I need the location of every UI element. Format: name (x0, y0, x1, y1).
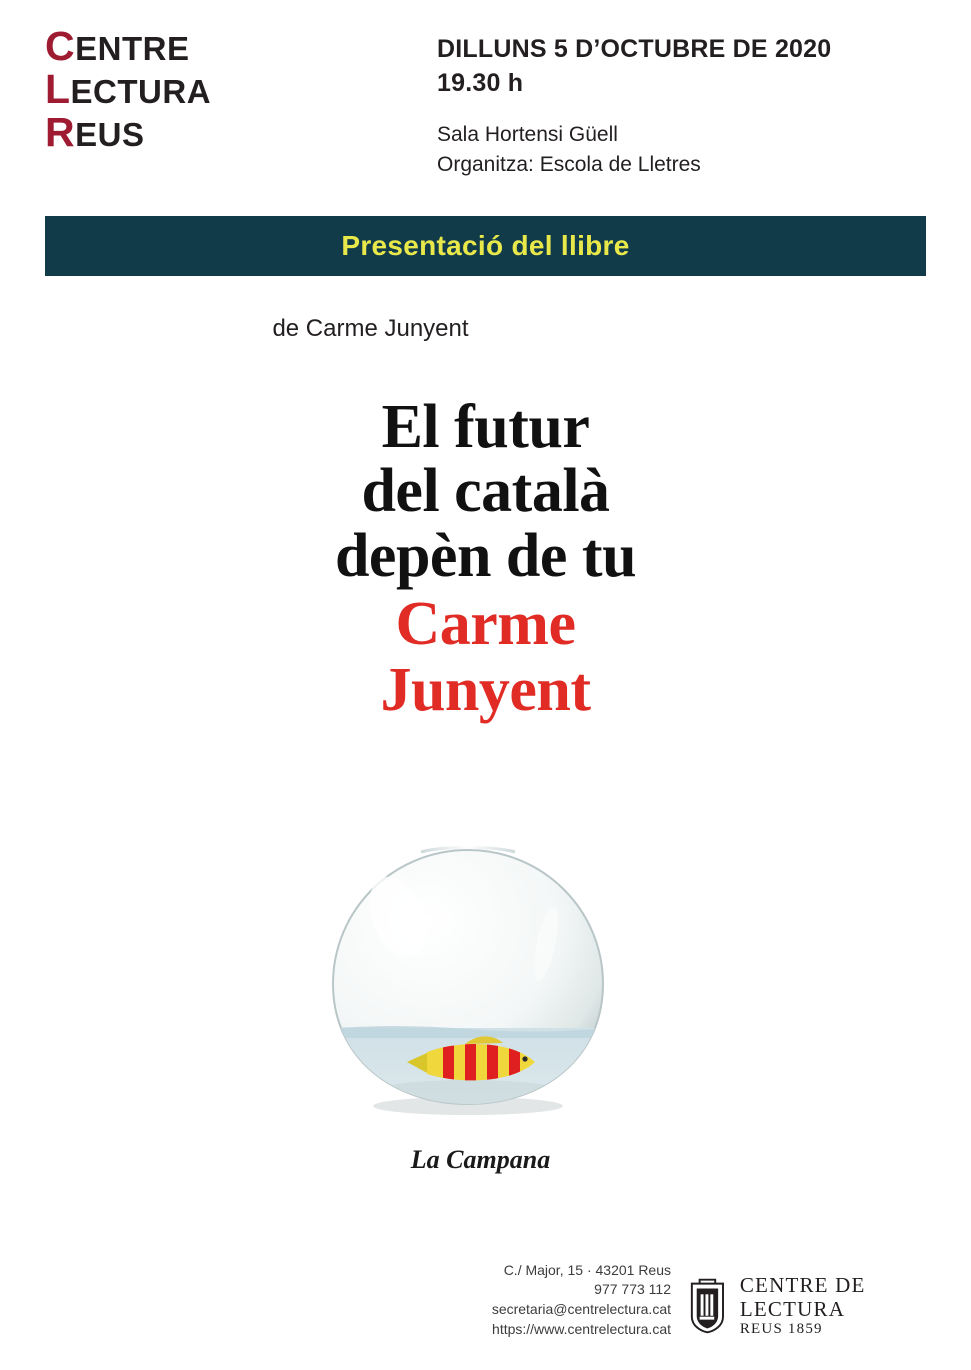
book-author-line-1: Carme (395, 590, 576, 659)
poster-header (0, 0, 971, 210)
footer-contact-block (492, 1261, 671, 1341)
book-title-line-2: del català (361, 457, 610, 526)
event-date: DILLUNS 5 D’OCTUBRE DE 2020 (437, 35, 832, 63)
footer-phone: 977 773 112 (594, 1281, 671, 1298)
poster-footer (0, 1257, 971, 1352)
book-author (0, 592, 971, 723)
footer-website[interactable]: https://www.centrelectura.cat (492, 1321, 671, 1338)
book-title (0, 395, 971, 588)
book-title-line-1: El futur (381, 393, 590, 461)
centre-lectura-logo (45, 23, 212, 157)
event-venue-block (437, 120, 701, 181)
book-title-line-3: depèn de tu (334, 521, 637, 590)
event-time: 19.30 h (437, 68, 524, 97)
logo-word-centre: ENTRE (75, 30, 190, 67)
footer-logo-line-1: CENTRE DE LECTURA (739, 1273, 866, 1321)
logo-line-lectura (45, 66, 212, 112)
publisher-name-row (0, 1145, 971, 1175)
book-cover-text (0, 395, 971, 724)
footer-institution-logo (686, 1274, 971, 1338)
footer-logo-text (740, 1274, 971, 1338)
logo-word-reus: EUS (75, 116, 145, 153)
event-venue: Sala Hortensi Güell (437, 123, 618, 146)
logo-line-centre (45, 23, 211, 69)
seal-icon (686, 1277, 729, 1335)
logo-initial-l: L (45, 66, 71, 112)
event-organizer: Organitza: Escola de Lletres (437, 153, 701, 177)
book-byline-row (0, 315, 971, 343)
logo-initial-c: C (45, 23, 76, 69)
footer-email: secretaria@centrelectura.cat (491, 1301, 671, 1318)
book-author-line-2: Junyent (380, 656, 591, 725)
event-datetime (437, 33, 831, 101)
footer-logo-line-2: REUS 1859 (739, 1321, 823, 1338)
logo-initial-r: R (45, 109, 76, 155)
book-byline: de Carme Junyent (272, 315, 469, 342)
logo-line-reus (45, 109, 211, 155)
banner-label: Presentació del llibre (341, 230, 630, 261)
logo-word-lectura: ECTURA (70, 73, 212, 110)
fishbowl-illustration (0, 832, 971, 1137)
presentation-banner (45, 216, 926, 276)
footer-address: C./ Major, 15 · 43201 Reus (503, 1261, 671, 1278)
publisher-name: La Campana (410, 1145, 551, 1174)
